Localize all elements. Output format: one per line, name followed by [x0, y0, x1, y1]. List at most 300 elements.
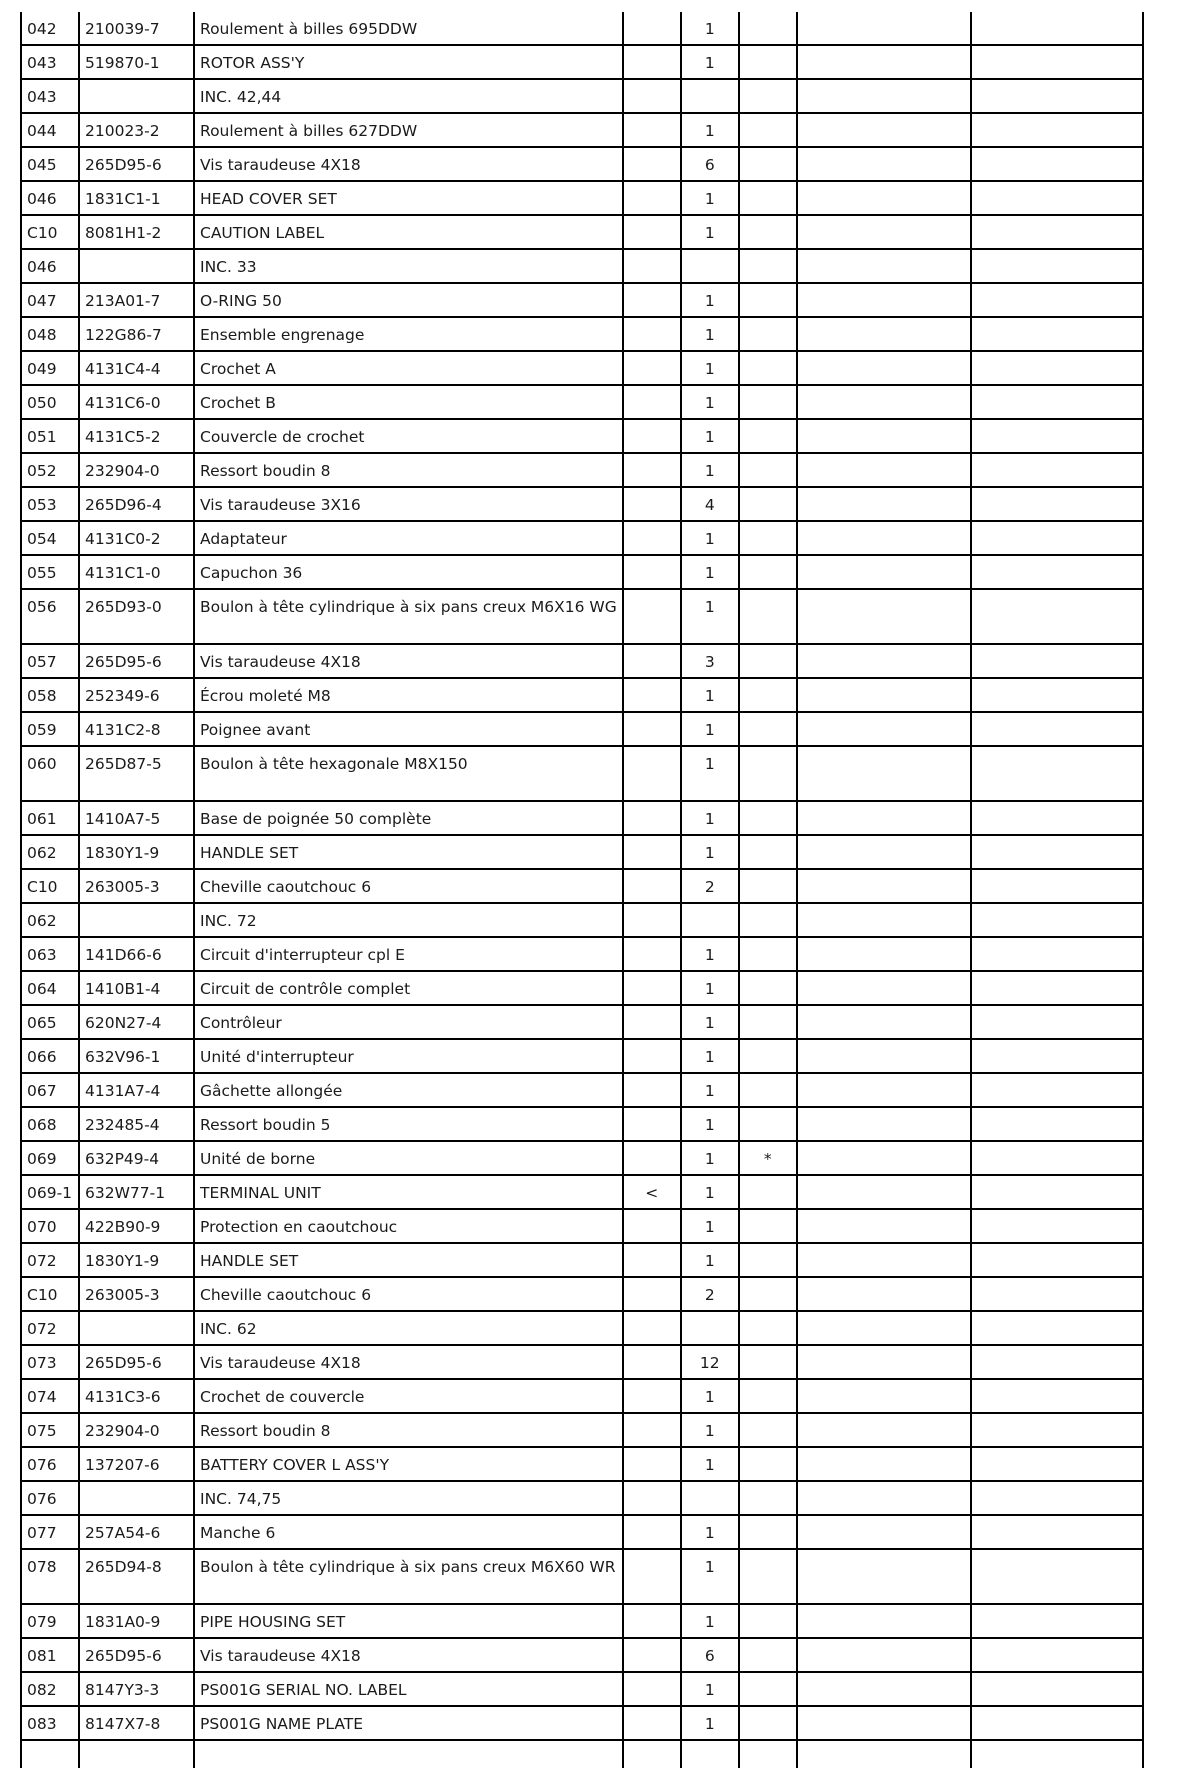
- blank-cell: [797, 1549, 971, 1604]
- blank-cell: [971, 869, 1143, 903]
- table-row: [21, 1311, 1143, 1345]
- table-row: [21, 712, 1143, 746]
- part-number-cell: 232904-0: [79, 453, 194, 487]
- ref-number-cell: 072: [21, 1243, 79, 1277]
- description-cell: Crochet A: [194, 351, 623, 385]
- description-cell: ROTOR ASS'Y: [194, 45, 623, 79]
- description-cell: INC. 42,44: [194, 79, 623, 113]
- blank-cell: [797, 801, 971, 835]
- ref-number-cell: 055: [21, 555, 79, 589]
- quantity-cell: 1: [681, 1379, 739, 1413]
- table-row: [21, 835, 1143, 869]
- note-flag-cell: [739, 453, 797, 487]
- blank-cell: [971, 215, 1143, 249]
- ref-number-cell: 054: [21, 521, 79, 555]
- blank-cell: [971, 1604, 1143, 1638]
- note-flag-cell: [739, 712, 797, 746]
- ref-number-cell: 050: [21, 385, 79, 419]
- quantity-cell: 1: [681, 1515, 739, 1549]
- blank-cell: [971, 1447, 1143, 1481]
- description-cell: Vis taraudeuse 4X18: [194, 147, 623, 181]
- note-flag-cell: [739, 869, 797, 903]
- blank-cell: [797, 1243, 971, 1277]
- table-row: [21, 1638, 1143, 1672]
- note-flag-cell: [739, 249, 797, 283]
- change-mark-cell: [623, 147, 681, 181]
- part-number-cell: 263005-3: [79, 869, 194, 903]
- blank-cell: [797, 746, 971, 801]
- table-row: [21, 1277, 1143, 1311]
- change-mark-cell: [623, 589, 681, 644]
- part-number-cell: 8147Y3-3: [79, 1672, 194, 1706]
- description-cell: TERMINAL UNIT: [194, 1175, 623, 1209]
- part-number-cell: [79, 903, 194, 937]
- blank-cell: [971, 644, 1143, 678]
- table-row: [21, 317, 1143, 351]
- change-mark-cell: [623, 644, 681, 678]
- quantity-cell: 1: [681, 1604, 739, 1638]
- blank-cell: [971, 1345, 1143, 1379]
- quantity-cell: 1: [681, 1141, 739, 1175]
- note-flag-cell: [739, 1549, 797, 1604]
- ref-number-cell: 051: [21, 419, 79, 453]
- change-mark-cell: <: [623, 1175, 681, 1209]
- blank-cell: [797, 589, 971, 644]
- blank-cell: [971, 419, 1143, 453]
- description-cell: Boulon à tête cylindrique à six pans creux M6X60 WR: [194, 1549, 623, 1604]
- parts-table: [20, 12, 1144, 1768]
- part-number-cell: 4131C3-6: [79, 1379, 194, 1413]
- change-mark-cell: [623, 1243, 681, 1277]
- blank-cell: [797, 1005, 971, 1039]
- table-row: [21, 1481, 1143, 1515]
- description-cell: Vis taraudeuse 4X18: [194, 1345, 623, 1379]
- description-cell: Vis taraudeuse 4X18: [194, 1638, 623, 1672]
- part-number-cell: 210023-2: [79, 113, 194, 147]
- note-flag-cell: [739, 181, 797, 215]
- ref-number-cell: 065: [21, 1005, 79, 1039]
- quantity-cell: 1: [681, 971, 739, 1005]
- ref-number-cell: 044: [21, 113, 79, 147]
- quantity-cell: 1: [681, 1706, 739, 1740]
- quantity-cell: 6: [681, 147, 739, 181]
- blank-cell: [797, 79, 971, 113]
- blank-cell: [797, 419, 971, 453]
- note-flag-cell: [739, 1209, 797, 1243]
- table-row: [21, 385, 1143, 419]
- ref-number-cell: 079: [21, 1604, 79, 1638]
- blank-cell: [971, 1039, 1143, 1073]
- change-mark-cell: [623, 903, 681, 937]
- note-flag-cell: [739, 1413, 797, 1447]
- note-flag-cell: [739, 1638, 797, 1672]
- table-row: [21, 1073, 1143, 1107]
- description-cell: INC. 72: [194, 903, 623, 937]
- part-number-cell: 122G86-7: [79, 317, 194, 351]
- change-mark-cell: [623, 835, 681, 869]
- note-flag-cell: [739, 903, 797, 937]
- change-mark-cell: [623, 971, 681, 1005]
- change-mark-cell: [623, 113, 681, 147]
- part-number-cell: 263005-3: [79, 1277, 194, 1311]
- description-cell: Ressort boudin 8: [194, 1413, 623, 1447]
- blank-cell: [971, 555, 1143, 589]
- quantity-cell: 1: [681, 1073, 739, 1107]
- change-mark-cell: [623, 283, 681, 317]
- ref-number-cell: 067: [21, 1073, 79, 1107]
- quantity-cell: 1: [681, 1209, 739, 1243]
- ref-number-cell: 049: [21, 351, 79, 385]
- description-cell: Unité de borne: [194, 1141, 623, 1175]
- blank-cell: [971, 937, 1143, 971]
- blank-cell: [971, 1515, 1143, 1549]
- table-row: [21, 678, 1143, 712]
- table-row: [21, 113, 1143, 147]
- note-flag-cell: [739, 971, 797, 1005]
- quantity-cell: 1: [681, 678, 739, 712]
- ref-number-cell: 082: [21, 1672, 79, 1706]
- part-number-cell: 4131C2-8: [79, 712, 194, 746]
- note-flag-cell: [739, 521, 797, 555]
- table-row: [21, 1243, 1143, 1277]
- note-flag-cell: [739, 283, 797, 317]
- quantity-cell: 1: [681, 113, 739, 147]
- blank-cell: [971, 835, 1143, 869]
- part-number-cell: 8081H1-2: [79, 215, 194, 249]
- change-mark-cell: [623, 181, 681, 215]
- ref-number-cell: 077: [21, 1515, 79, 1549]
- quantity-cell: 1: [681, 1243, 739, 1277]
- note-flag-cell: [739, 555, 797, 589]
- description-cell: PIPE HOUSING SET: [194, 1604, 623, 1638]
- quantity-cell: 2: [681, 1277, 739, 1311]
- blank-cell: [797, 1107, 971, 1141]
- part-number-cell: 4131C5-2: [79, 419, 194, 453]
- part-number-cell: 632V96-1: [79, 1039, 194, 1073]
- blank-cell: [971, 453, 1143, 487]
- note-flag-cell: [739, 1311, 797, 1345]
- blank-cell: [971, 521, 1143, 555]
- note-flag-cell: [739, 487, 797, 521]
- description-cell: Cheville caoutchouc 6: [194, 869, 623, 903]
- change-mark-cell: [623, 351, 681, 385]
- change-mark-cell: [623, 1277, 681, 1311]
- note-flag-cell: [739, 835, 797, 869]
- blank-cell: [971, 1175, 1143, 1209]
- part-number-cell: 265D95-6: [79, 644, 194, 678]
- blank-cell: [797, 113, 971, 147]
- table-row: [21, 147, 1143, 181]
- blank-cell: [797, 45, 971, 79]
- note-flag-cell: [739, 1073, 797, 1107]
- change-mark-cell: [623, 1141, 681, 1175]
- description-cell: Cheville caoutchouc 6: [194, 1277, 623, 1311]
- description-cell: Protection en caoutchouc: [194, 1209, 623, 1243]
- change-mark-cell: [623, 1413, 681, 1447]
- table-row: [21, 249, 1143, 283]
- description-cell: [194, 1740, 623, 1768]
- blank-cell: [971, 249, 1143, 283]
- part-number-cell: 1410A7-5: [79, 801, 194, 835]
- blank-cell: [797, 249, 971, 283]
- quantity-cell: [681, 79, 739, 113]
- blank-cell: [797, 12, 971, 45]
- table-row: [21, 12, 1143, 45]
- description-cell: Gâchette allongée: [194, 1073, 623, 1107]
- table-row: [21, 555, 1143, 589]
- change-mark-cell: [623, 1515, 681, 1549]
- description-cell: Ressort boudin 8: [194, 453, 623, 487]
- blank-cell: [797, 1073, 971, 1107]
- note-flag-cell: [739, 937, 797, 971]
- ref-number-cell: 057: [21, 644, 79, 678]
- ref-number-cell: 056: [21, 589, 79, 644]
- description-cell: Crochet de couvercle: [194, 1379, 623, 1413]
- quantity-cell: 1: [681, 521, 739, 555]
- parts-table-body: [21, 12, 1143, 1768]
- table-row: [21, 1740, 1143, 1768]
- table-row: [21, 1209, 1143, 1243]
- blank-cell: [797, 317, 971, 351]
- note-flag-cell: [739, 1005, 797, 1039]
- blank-cell: [971, 971, 1143, 1005]
- blank-cell: [797, 487, 971, 521]
- part-number-cell: 265D87-5: [79, 746, 194, 801]
- ref-number-cell: 070: [21, 1209, 79, 1243]
- quantity-cell: 1: [681, 589, 739, 644]
- blank-cell: [797, 1706, 971, 1740]
- blank-cell: [971, 1672, 1143, 1706]
- quantity-cell: 4: [681, 487, 739, 521]
- ref-number-cell: 047: [21, 283, 79, 317]
- blank-cell: [797, 971, 971, 1005]
- part-number-cell: [79, 79, 194, 113]
- blank-cell: [797, 937, 971, 971]
- table-row: [21, 419, 1143, 453]
- blank-cell: [971, 1107, 1143, 1141]
- blank-cell: [971, 678, 1143, 712]
- description-cell: Capuchon 36: [194, 555, 623, 589]
- part-number-cell: 4131C4-4: [79, 351, 194, 385]
- table-row: [21, 283, 1143, 317]
- ref-number-cell: 061: [21, 801, 79, 835]
- part-number-cell: 4131C1-0: [79, 555, 194, 589]
- quantity-cell: 1: [681, 1107, 739, 1141]
- note-flag-cell: [739, 1107, 797, 1141]
- table-row: [21, 1604, 1143, 1638]
- table-row: [21, 1549, 1143, 1604]
- table-row: [21, 1379, 1143, 1413]
- table-row: [21, 903, 1143, 937]
- note-flag-cell: [739, 1345, 797, 1379]
- description-cell: BATTERY COVER L ASS'Y: [194, 1447, 623, 1481]
- blank-cell: [971, 12, 1143, 45]
- change-mark-cell: [623, 1447, 681, 1481]
- change-mark-cell: [623, 1039, 681, 1073]
- blank-cell: [797, 1039, 971, 1073]
- part-number-cell: 4131A7-4: [79, 1073, 194, 1107]
- change-mark-cell: [623, 746, 681, 801]
- part-number-cell: 265D95-6: [79, 1638, 194, 1672]
- ref-number-cell: [21, 1740, 79, 1768]
- quantity-cell: 1: [681, 1447, 739, 1481]
- ref-number-cell: 081: [21, 1638, 79, 1672]
- change-mark-cell: [623, 249, 681, 283]
- quantity-cell: 1: [681, 215, 739, 249]
- quantity-cell: 2: [681, 869, 739, 903]
- change-mark-cell: [623, 385, 681, 419]
- note-flag-cell: [739, 746, 797, 801]
- description-cell: Adaptateur: [194, 521, 623, 555]
- table-row: [21, 181, 1143, 215]
- table-row: [21, 1413, 1143, 1447]
- note-flag-cell: [739, 644, 797, 678]
- table-row: [21, 79, 1143, 113]
- ref-number-cell: 043: [21, 45, 79, 79]
- description-cell: HANDLE SET: [194, 835, 623, 869]
- change-mark-cell: [623, 45, 681, 79]
- ref-number-cell: 058: [21, 678, 79, 712]
- blank-cell: [971, 712, 1143, 746]
- blank-cell: [971, 1277, 1143, 1311]
- ref-number-cell: 068: [21, 1107, 79, 1141]
- quantity-cell: 1: [681, 317, 739, 351]
- quantity-cell: 1: [681, 453, 739, 487]
- change-mark-cell: [623, 555, 681, 589]
- ref-number-cell: 076: [21, 1481, 79, 1515]
- quantity-cell: 6: [681, 1638, 739, 1672]
- change-mark-cell: [623, 1209, 681, 1243]
- table-row: [21, 1107, 1143, 1141]
- note-flag-cell: [739, 1447, 797, 1481]
- part-number-cell: 422B90-9: [79, 1209, 194, 1243]
- ref-number-cell: C10: [21, 215, 79, 249]
- table-row: [21, 1447, 1143, 1481]
- part-number-cell: 1830Y1-9: [79, 1243, 194, 1277]
- note-flag-cell: [739, 1672, 797, 1706]
- blank-cell: [797, 385, 971, 419]
- quantity-cell: 1: [681, 1413, 739, 1447]
- change-mark-cell: [623, 1107, 681, 1141]
- quantity-cell: 1: [681, 181, 739, 215]
- part-number-cell: 265D96-4: [79, 487, 194, 521]
- part-number-cell: 4131C6-0: [79, 385, 194, 419]
- ref-number-cell: 042: [21, 12, 79, 45]
- table-row: [21, 1345, 1143, 1379]
- table-row: [21, 45, 1143, 79]
- quantity-cell: [681, 1740, 739, 1768]
- blank-cell: [797, 1277, 971, 1311]
- blank-cell: [797, 351, 971, 385]
- quantity-cell: 1: [681, 351, 739, 385]
- quantity-cell: 1: [681, 419, 739, 453]
- note-flag-cell: [739, 45, 797, 79]
- quantity-cell: 1: [681, 12, 739, 45]
- quantity-cell: 1: [681, 1672, 739, 1706]
- change-mark-cell: [623, 453, 681, 487]
- ref-number-cell: 075: [21, 1413, 79, 1447]
- part-number-cell: 265D95-6: [79, 147, 194, 181]
- blank-cell: [971, 147, 1143, 181]
- table-row: [21, 487, 1143, 521]
- table-row: [21, 1515, 1143, 1549]
- description-cell: INC. 74,75: [194, 1481, 623, 1515]
- blank-cell: [971, 385, 1143, 419]
- change-mark-cell: [623, 419, 681, 453]
- table-row: [21, 1141, 1143, 1175]
- table-row: [21, 1039, 1143, 1073]
- blank-cell: [971, 1311, 1143, 1345]
- part-number-cell: 620N27-4: [79, 1005, 194, 1039]
- note-flag-cell: [739, 1379, 797, 1413]
- part-number-cell: [79, 1311, 194, 1345]
- blank-cell: [797, 1311, 971, 1345]
- blank-cell: [971, 79, 1143, 113]
- description-cell: O-RING 50: [194, 283, 623, 317]
- change-mark-cell: [623, 215, 681, 249]
- blank-cell: [797, 1413, 971, 1447]
- quantity-cell: 1: [681, 835, 739, 869]
- blank-cell: [971, 1740, 1143, 1768]
- ref-number-cell: 073: [21, 1345, 79, 1379]
- description-cell: Base de poignée 50 complète: [194, 801, 623, 835]
- note-flag-cell: [739, 385, 797, 419]
- table-row: [21, 1175, 1143, 1209]
- description-cell: Circuit de contrôle complet: [194, 971, 623, 1005]
- ref-number-cell: 069-1: [21, 1175, 79, 1209]
- description-cell: INC. 33: [194, 249, 623, 283]
- blank-cell: [971, 1209, 1143, 1243]
- blank-cell: [797, 869, 971, 903]
- change-mark-cell: [623, 937, 681, 971]
- part-number-cell: 257A54-6: [79, 1515, 194, 1549]
- part-number-cell: 1831C1-1: [79, 181, 194, 215]
- part-number-cell: 252349-6: [79, 678, 194, 712]
- quantity-cell: [681, 1481, 739, 1515]
- change-mark-cell: [623, 79, 681, 113]
- blank-cell: [797, 1141, 971, 1175]
- ref-number-cell: 059: [21, 712, 79, 746]
- part-number-cell: 4131C0-2: [79, 521, 194, 555]
- table-row: [21, 937, 1143, 971]
- description-cell: Ensemble engrenage: [194, 317, 623, 351]
- note-flag-cell: [739, 589, 797, 644]
- blank-cell: [971, 283, 1143, 317]
- description-cell: Vis taraudeuse 4X18: [194, 644, 623, 678]
- table-row: [21, 1005, 1143, 1039]
- change-mark-cell: [623, 678, 681, 712]
- table-row: [21, 801, 1143, 835]
- blank-cell: [971, 1549, 1143, 1604]
- blank-cell: [797, 453, 971, 487]
- blank-cell: [971, 1243, 1143, 1277]
- description-cell: Poignee avant: [194, 712, 623, 746]
- note-flag-cell: [739, 351, 797, 385]
- blank-cell: [971, 1005, 1143, 1039]
- note-flag-cell: [739, 1706, 797, 1740]
- part-number-cell: 519870-1: [79, 45, 194, 79]
- part-number-cell: [79, 1481, 194, 1515]
- quantity-cell: 12: [681, 1345, 739, 1379]
- change-mark-cell: [623, 1604, 681, 1638]
- blank-cell: [797, 521, 971, 555]
- part-number-cell: 232904-0: [79, 1413, 194, 1447]
- blank-cell: [797, 1604, 971, 1638]
- change-mark-cell: [623, 487, 681, 521]
- blank-cell: [797, 678, 971, 712]
- table-row: [21, 1706, 1143, 1740]
- ref-number-cell: 060: [21, 746, 79, 801]
